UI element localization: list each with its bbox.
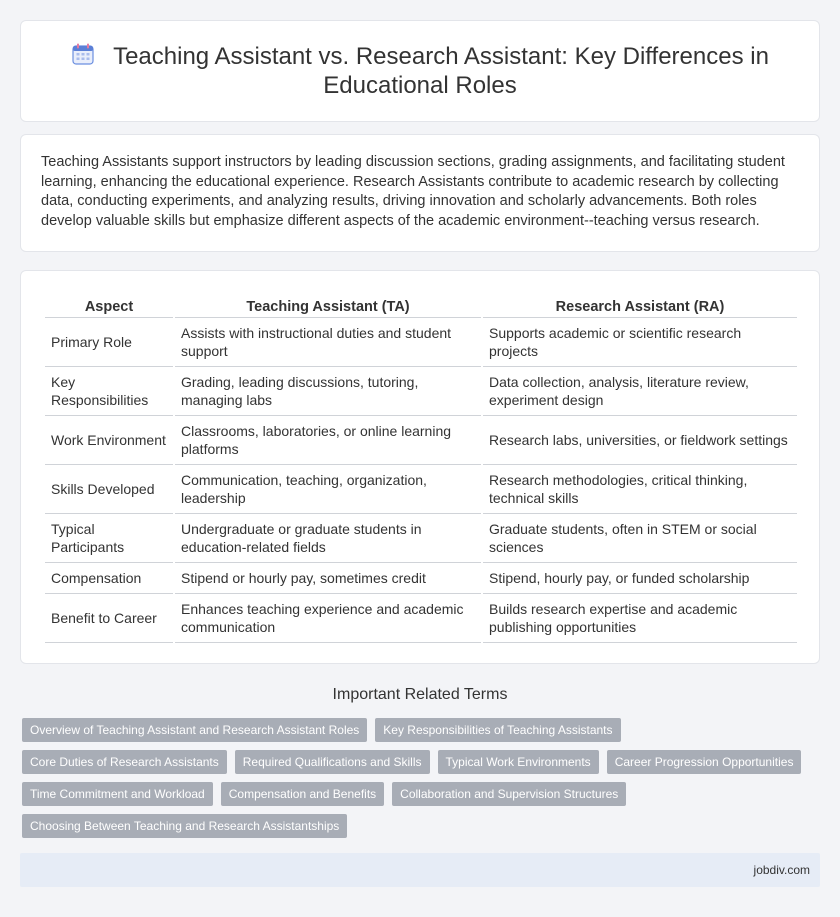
table-row [45,416,797,465]
table-row [45,594,797,643]
related-term-tag[interactable]: Choosing Between Teaching and Research Assistantships [22,814,347,838]
comparison-table [43,293,799,643]
related-term-tag[interactable]: Collaboration and Supervision Structures [392,782,626,806]
ra-cell: Research methodologies, critical thinking, technical skills [483,465,797,514]
ta-cell: Enhances teaching experience and academic communication [175,594,481,643]
comparison-card [20,270,820,664]
table-header-row [45,293,797,318]
related-terms-title: Important Related Terms [332,686,508,703]
ta-cell: Stipend or hourly pay, sometimes credit [175,563,481,594]
related-term-tag[interactable]: Core Duties of Research Assistants [22,750,227,774]
related-term-tag[interactable]: Compensation and Benefits [221,782,384,806]
page-title-text: Teaching Assistant vs. Research Assistant: Key Differences in Educational Roles [113,43,769,99]
ta-cell: Grading, leading discussions, tutoring, managing labs [175,367,481,416]
table-row [45,367,797,416]
ra-cell: Builds research expertise and academic publishing opportunities [483,594,797,643]
table-row [45,563,797,594]
ra-cell: Stipend, hourly pay, or funded scholarship [483,563,797,594]
calendar-icon [71,42,95,66]
related-term-tag[interactable]: Overview of Teaching Assistant and Research Assistant Roles [22,718,367,742]
related-term-tag[interactable]: Key Responsibilities of Teaching Assistants [375,718,620,742]
footer [20,853,820,887]
related-term-tag[interactable]: Career Progression Opportunities [607,750,802,774]
related-term-tag[interactable]: Required Qualifications and Skills [235,750,430,774]
footer-site-link[interactable]: jobdiv.com [753,863,810,877]
table-row [45,318,797,367]
ta-cell: Communication, teaching, organization, leadership [175,465,481,514]
header-aspect: Aspect [45,293,173,318]
header-teaching-assistant: Teaching Assistant (TA) [175,293,481,318]
aspect-cell: Benefit to Career [45,594,173,643]
aspect-cell: Key Responsibilities [45,367,173,416]
ra-cell: Research labs, universities, or fieldwork settings [483,416,797,465]
aspect-cell: Typical Participants [45,514,173,563]
page-title [61,42,779,100]
table-row [45,465,797,514]
ta-cell: Undergraduate or graduate students in education-related fields [175,514,481,563]
intro-paragraph: Teaching Assistants support instructors by leading discussion sections, grading assignments, and facilitating student learning, enhancing the educational experience. Research Assistants contribute to academic research by collecting data, conducting experiments, and analyzing results, driving innovation and scholarly advancements. Both roles develop valuable skills but emphasize different aspects of the academic environment--teaching versus research. [41,154,785,229]
table-row [45,514,797,563]
related-terms-list [22,718,822,838]
header-research-assistant: Research Assistant (RA) [483,293,797,318]
related-term-tag[interactable]: Time Commitment and Workload [22,782,213,806]
ra-cell: Supports academic or scientific research projects [483,318,797,367]
ta-cell: Classrooms, laboratories, or online learning platforms [175,416,481,465]
ra-cell: Data collection, analysis, literature review, experiment design [483,367,797,416]
aspect-cell: Skills Developed [45,465,173,514]
aspect-cell: Primary Role [45,318,173,367]
aspect-cell: Compensation [45,563,173,594]
ra-cell: Graduate students, often in STEM or social sciences [483,514,797,563]
related-term-tag[interactable]: Typical Work Environments [438,750,599,774]
header-card [20,20,820,122]
intro-card [20,134,820,252]
aspect-cell: Work Environment [45,416,173,465]
ta-cell: Assists with instructional duties and student support [175,318,481,367]
